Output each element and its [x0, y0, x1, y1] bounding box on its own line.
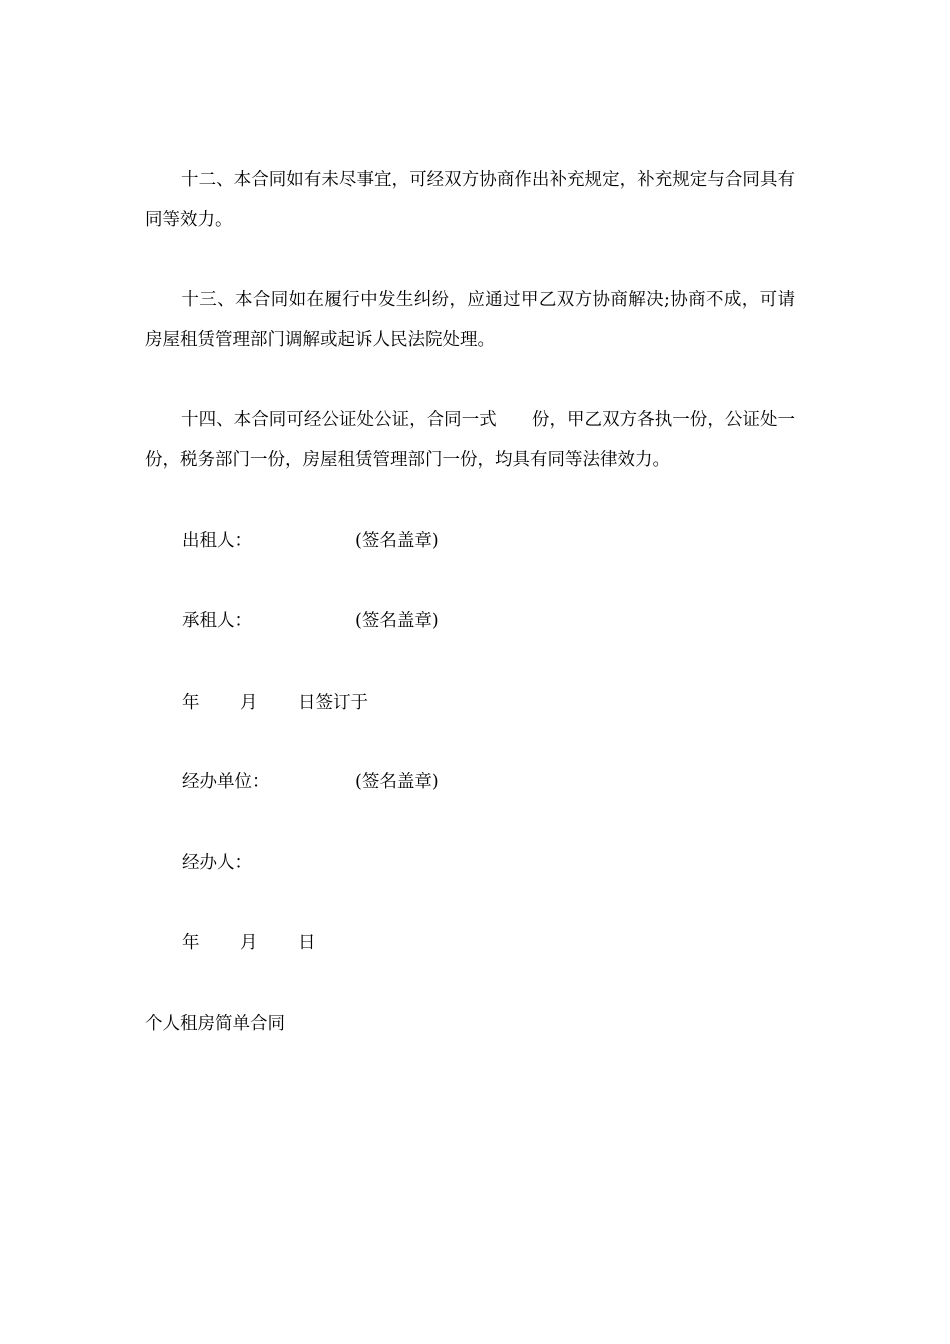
- clause-13-text: 十三、本合同如在履行中发生纠纷，应通过甲乙双方协商解决;协商不成，可请房屋租赁管理部门调解或起诉人民法院处理。: [145, 290, 795, 350]
- lessor-label: 出租人：: [182, 531, 252, 551]
- clause-12-text: 十二、本合同如有未尽事宜，可经双方协商作出补充规定，补充规定与合同具有同等效力。: [145, 170, 795, 230]
- handler-date-month: 月: [240, 933, 258, 953]
- signing-date-month: 月: [240, 693, 258, 713]
- clause-12: [145, 160, 795, 240]
- signing-date-year: 年: [182, 693, 200, 713]
- clause-13: [145, 280, 795, 360]
- signing-date-day: 日签订于: [298, 693, 368, 713]
- lessor-signature-note: (签名盖章): [355, 531, 439, 551]
- handler-date-day: 日: [298, 933, 316, 953]
- agency-label: 经办单位：: [182, 772, 270, 792]
- lessee-signature-note: (签名盖章): [355, 611, 439, 631]
- handler-date-year: 年: [182, 933, 200, 953]
- clause-14: [145, 400, 795, 480]
- lessee-label: 承租人：: [182, 611, 252, 631]
- agency-signature-note: (签名盖章): [355, 772, 439, 792]
- handler-label: 经办人：: [182, 853, 252, 873]
- clause-14-text: 十四、本合同可经公证处公证，合同一式 份，甲乙双方各执一份，公证处一份，税务部门一份，房屋租赁管理部门一份，均具有同等法律效力。: [145, 410, 795, 470]
- document-title: 个人租房简单合同: [145, 1014, 285, 1034]
